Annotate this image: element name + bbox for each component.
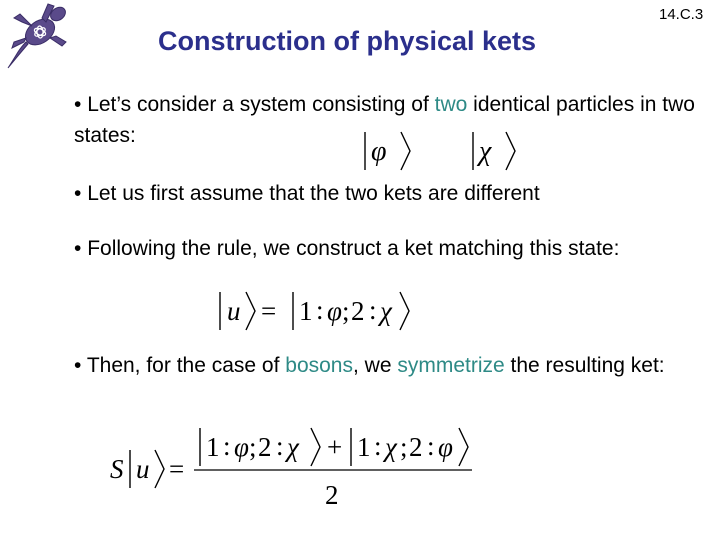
slide-number: 14.C.3 <box>659 6 704 23</box>
svg-text:χ: χ <box>287 432 299 462</box>
svg-text:;: ; <box>400 432 408 462</box>
svg-text:u: u <box>227 296 241 326</box>
svg-text:+: + <box>327 432 343 462</box>
svg-text:2: 2 <box>325 480 339 510</box>
bullet-marker: • <box>74 182 82 205</box>
svg-text:2: 2 <box>351 296 365 326</box>
svg-text:;: ; <box>249 432 257 462</box>
svg-text:2: 2 <box>258 432 272 462</box>
svg-text:=: = <box>169 454 185 484</box>
svg-text:φ: φ <box>327 296 342 326</box>
svg-text::: : <box>316 295 324 325</box>
equation-symmetrized-ket <box>108 424 488 510</box>
equation-ket-u <box>214 288 414 334</box>
svg-text:=: = <box>261 296 277 326</box>
state-kets <box>360 128 540 174</box>
svg-text:2: 2 <box>409 432 423 462</box>
bullet-1: • Let’s consider a system consisting of two identical particles in two states: <box>74 93 695 147</box>
svg-text:;: ; <box>342 296 350 326</box>
gecko-logo-icon <box>2 2 74 74</box>
svg-text:φ: φ <box>438 432 453 462</box>
bullet-4: • Then, for the case of bosons, we symmetrize the resulting ket: <box>74 354 665 377</box>
ket-chi-symbol: χ <box>479 136 492 167</box>
ket-phi-symbol: φ <box>371 136 387 167</box>
svg-text:χ: χ <box>380 296 392 326</box>
highlight-symmetrize: symmetrize <box>397 354 505 377</box>
svg-text::: : <box>369 295 377 325</box>
svg-text:S: S <box>110 454 124 484</box>
svg-text::: : <box>374 431 382 461</box>
svg-text::: : <box>276 431 284 461</box>
svg-text:1: 1 <box>299 296 313 326</box>
bullet-marker: • <box>74 93 82 116</box>
svg-text:1: 1 <box>206 432 220 462</box>
svg-text::: : <box>427 431 435 461</box>
bullet-marker: • <box>74 237 82 260</box>
bullet-3: • Following the rule, we construct a ket matching this state: <box>74 237 620 260</box>
svg-text:1: 1 <box>357 432 371 462</box>
svg-text::: : <box>223 431 231 461</box>
highlight-two: two <box>434 93 468 116</box>
slide-title: Construction of physical kets <box>158 26 537 56</box>
bullet-2: • Let us first assume that the two kets are different <box>74 182 540 205</box>
highlight-bosons: bosons <box>285 354 353 377</box>
svg-text:φ: φ <box>234 432 249 462</box>
bullet-marker: • <box>74 354 82 377</box>
svg-text:χ: χ <box>385 432 397 462</box>
svg-text:u: u <box>136 454 150 484</box>
